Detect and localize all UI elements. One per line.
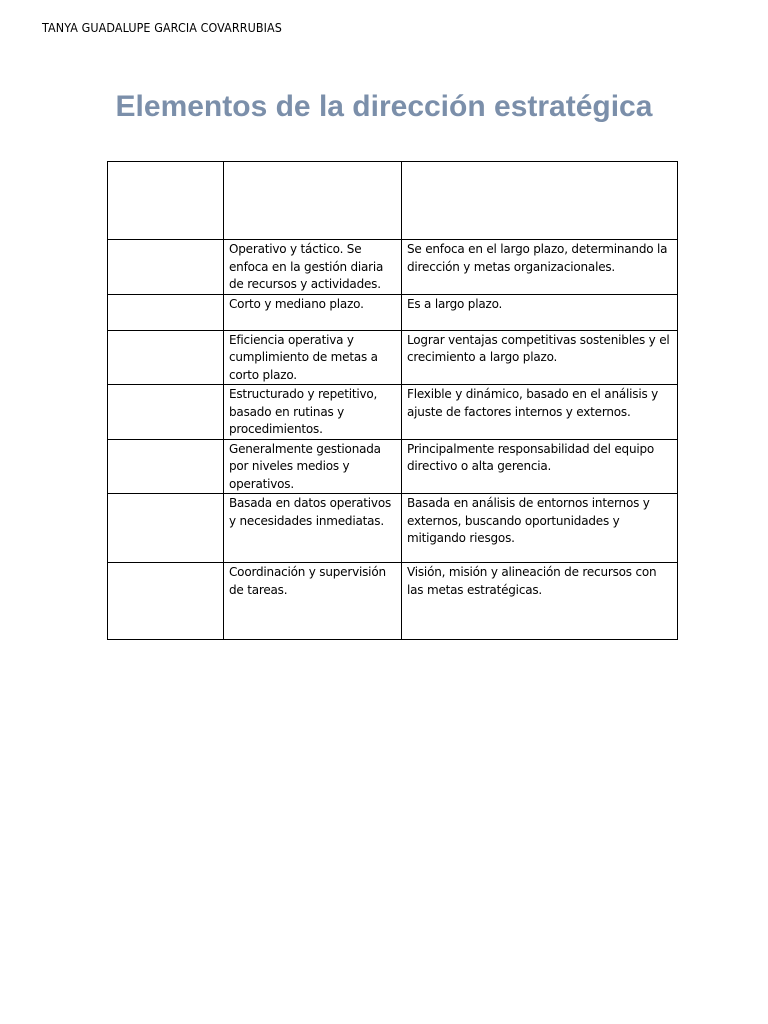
table-row <box>108 385 678 440</box>
table-cell-label <box>108 162 224 240</box>
table-cell-direccion-estrategica: Es a largo plazo. <box>402 294 678 330</box>
table-header-row <box>108 162 678 240</box>
table-cell-direccion-estrategica: Se enfoca en el largo plazo, determinando la dirección y metas organizacionales. <box>402 240 678 295</box>
table-cell-direccion-estrategica: Visión, misión y alineación de recursos con las metas estratégicas. <box>402 563 678 640</box>
table-row <box>108 439 678 494</box>
page-title: Elementos de la dirección estratégica <box>115 90 653 123</box>
table-cell-label <box>108 294 224 330</box>
table-cell-label <box>108 240 224 295</box>
table-cell-direccion-estrategica: Lograr ventajas competitivas sostenibles y el crecimiento a largo plazo. <box>402 330 678 385</box>
table-cell-label <box>108 439 224 494</box>
table-cell-direccion-operativa: Coordinación y supervisión de tareas. <box>224 563 402 640</box>
table-cell-direccion-estrategica: Principalmente responsabilidad del equipo directivo o alta gerencia. <box>402 439 678 494</box>
table-cell-direccion-operativa <box>224 162 402 240</box>
table-cell-direccion-operativa: Operativo y táctico. Se enfoca en la gestión diaria de recursos y actividades. <box>224 240 402 295</box>
table-cell-direccion-estrategica: Flexible y dinámico, basado en el análisis y ajuste de factores internos y externos. <box>402 385 678 440</box>
table-cell-direccion-operativa: Basada en datos operativos y necesidades inmediatas. <box>224 494 402 563</box>
table-cell-label <box>108 563 224 640</box>
table-cell-direccion-operativa: Eficiencia operativa y cumplimiento de metas a corto plazo. <box>224 330 402 385</box>
table-row <box>108 294 678 330</box>
comparison-table <box>107 161 678 640</box>
table-cell-direccion-estrategica <box>402 162 678 240</box>
table-row <box>108 240 678 295</box>
table-cell-label <box>108 385 224 440</box>
table-cell-direccion-estrategica: Basada en análisis de entornos internos y externos, buscando oportunidades y mitigando riesgos. <box>402 494 678 563</box>
table-cell-label <box>108 330 224 385</box>
table-cell-direccion-operativa: Generalmente gestionada por niveles medios y operativos. <box>224 439 402 494</box>
table-row <box>108 563 678 640</box>
author-name: TANYA GUADALUPE GARCIA COVARRUBIAS <box>42 21 282 35</box>
table-row <box>108 330 678 385</box>
table-cell-label <box>108 494 224 563</box>
table-row <box>108 494 678 563</box>
table-cell-direccion-operativa: Estructurado y repetitivo, basado en rutinas y procedimientos. <box>224 385 402 440</box>
table-cell-direccion-operativa: Corto y mediano plazo. <box>224 294 402 330</box>
